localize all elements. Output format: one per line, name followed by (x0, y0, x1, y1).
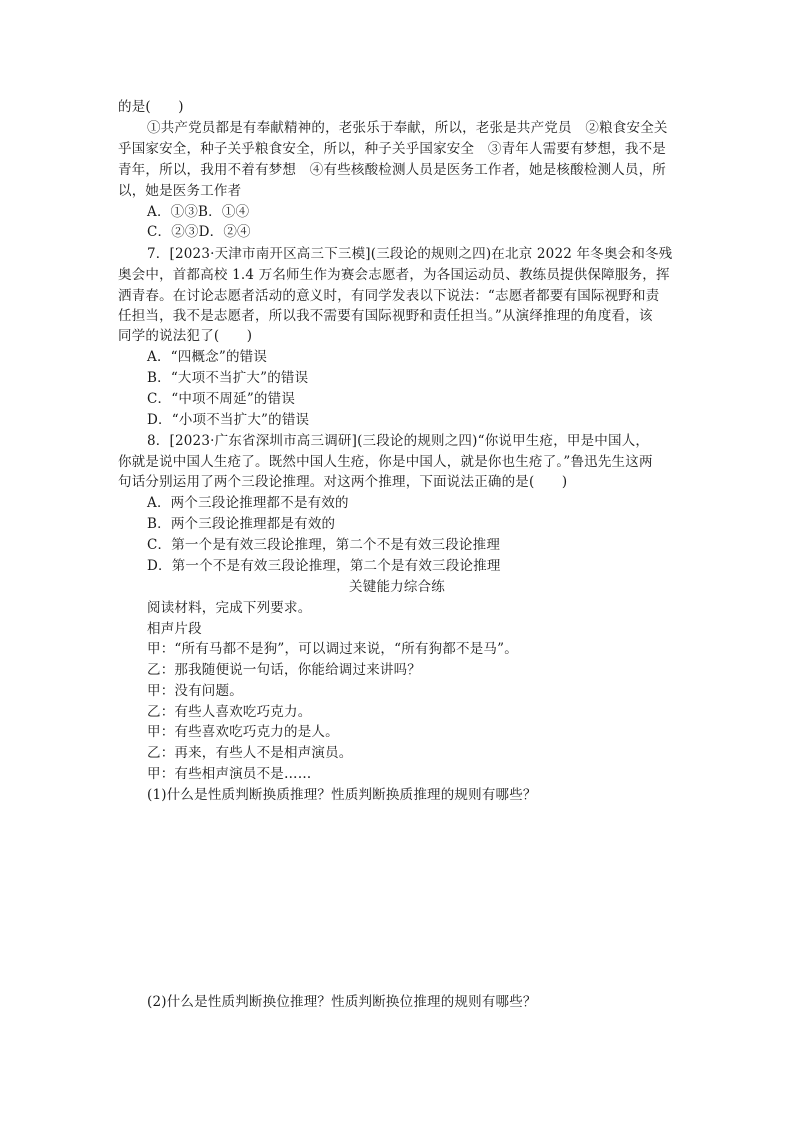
section-title: 关键能力综合练 (349, 579, 445, 595)
dialogue-line: 甲：“所有马都不是狗”，可以调过来说，“所有狗都不是马”。 (147, 641, 518, 657)
dialogue-line: 甲：有些喜欢吃巧克力的是人。 (147, 724, 339, 740)
q8-option-a: A．两个三段论推理都不是有效的 (147, 495, 349, 511)
q6-statement-line: ①共产党员都是有奉献精神的，老张乐于奉献，所以，老张是共产党员 ②粮食安全关 (147, 120, 668, 136)
dialogue-line: 乙：那我随便说一句话，你能给调过来讲吗？ (147, 662, 421, 678)
material-title: 相声片段 (147, 621, 202, 637)
question-1: (1)什么是性质判断换质推理？性质判断换质推理的规则有哪些？ (147, 787, 537, 803)
q8-stem-line: 你就是说中国人生疮了。既然中国人生疮，你是中国人，就是你也生疮了。”鲁迅先生这两 (118, 454, 653, 470)
q8-option-d: D．第一个不是有效三段论推理，第二个是有效三段论推理 (147, 558, 501, 574)
q7-stem-line: 奥会中，首都高校 1.4 万名师生作为赛会志愿者，为各国运动员、教练员提供保障服务，挥 (118, 267, 670, 283)
q8-stem-line: 句话分别运用了两个三段论推理。对这两个推理，下面说法正确的是( ) (118, 474, 568, 490)
q7-option-d: D．“小项不当扩大”的错误 (147, 412, 310, 428)
question-2: (2)什么是性质判断换位推理？性质判断换位推理的规则有哪些？ (147, 994, 537, 1010)
q7-stem-line: 任担当，我不是志愿者，所以我不需要有国际视野和责任担当。”从演绎推理的角度看，该 (118, 308, 653, 324)
q6-option-cd: C．②③D．②④ (147, 224, 251, 240)
dialogue-line: 甲：没有问题。 (147, 683, 243, 699)
q6-statement-line: 乎国家安全，种子关乎粮食安全，所以，种子关乎国家安全 ③青年人需要有梦想，我不是 (118, 141, 666, 157)
q8-option-c: C．第一个是有效三段论推理，第二个不是有效三段论推理 (147, 537, 501, 553)
q7-stem-line: 同学的说法犯了( ) (118, 328, 253, 344)
q7-option-b: B．“大项不当扩大”的错误 (147, 370, 309, 386)
q7-stem-line: 7．[2023·天津市南开区高三下三模](三段论的规则之四)在北京 2022 年冬奥会和冬残 (147, 246, 673, 262)
q6-stem-tail: 的是( ) (118, 99, 184, 115)
dialogue-line: 乙：再来，有些人不是相声演员。 (147, 745, 353, 761)
dialogue-line: 乙：有些人喜欢吃巧克力。 (147, 704, 312, 720)
q6-statement-line: 青年，所以，我用不着有梦想 ④有些核酸检测人员是医务工作者，她是核酸检测人员，所 (118, 162, 666, 178)
q7-stem-line: 洒青春。在讨论志愿者活动的意义时，有同学发表以下说法：“志愿者都要有国际视野和责 (118, 288, 660, 304)
q8-stem-line: 8．[2023·广东省深圳市高三调研](三段论的规则之四)“你说甲生疮，甲是中国人， (147, 433, 650, 449)
dialogue-line: 甲：有些相声演员不是…… (147, 766, 312, 782)
q7-option-a: A．“四概念”的错误 (147, 349, 268, 365)
q6-option-ab: A．①③B．①④ (147, 204, 250, 220)
q7-option-c: C．“中项不周延”的错误 (147, 391, 296, 407)
section-intro: 阅读材料，完成下列要求。 (147, 600, 312, 616)
q8-option-b: B．两个三段论推理都是有效的 (147, 516, 336, 532)
q6-statement-line: 以，她是医务工作者 (118, 183, 242, 199)
